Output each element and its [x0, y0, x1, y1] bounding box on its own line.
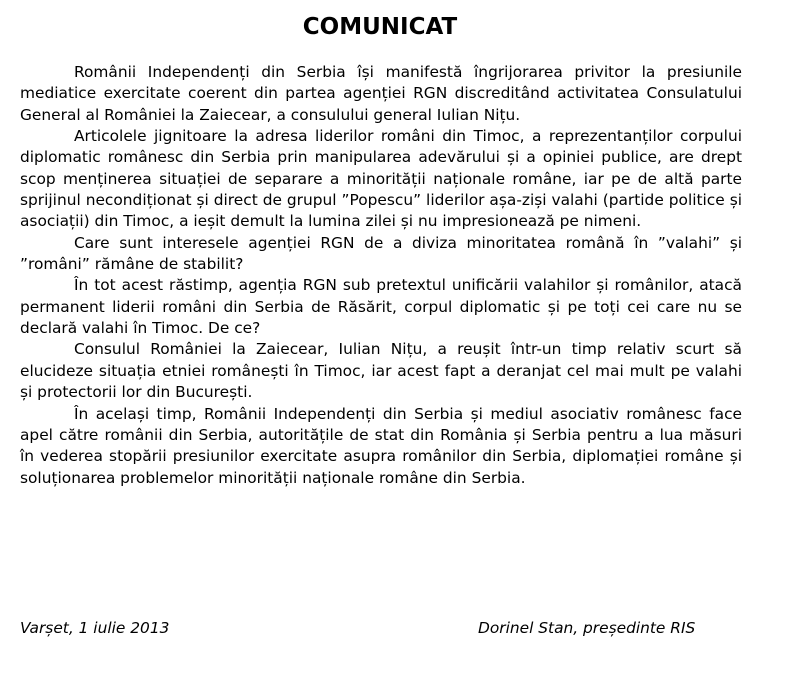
document-body	[20, 62, 742, 489]
signature: Dorinel Stan, președinte RIS	[478, 619, 696, 637]
place-date: Varșet, 1 iulie 2013	[20, 619, 170, 637]
paragraph-2: Articolele jignitoare la adresa liderilor români din Timoc, a reprezentanților corpului diplomatic românesc din Serbia prin manipularea adevărului și a opiniei publice, are drept scop menținerea situației de separare a minorității naționale române, iar pe de altă parte sprijinul necondiționat și direct de grupul ”Popescu” liderilor așa-ziși valahi (partide politice și asociații) din Timoc, a ieșit demult la lumina zilei și nu impresionează pe nimeni.	[20, 127, 742, 231]
document-title: COMUNICAT	[302, 14, 458, 40]
paragraph-5: Consulul României la Zaiecear, Iulian Nițu, a reușit într-un timp relativ scurt să elucideze situația etniei românești în Timoc, iar acest fapt a deranjat cel mai mult pe valahi și protectorii lor din București.	[20, 340, 742, 402]
paragraph-1: Românii Independenți din Serbia își manifestă îngrijorarea privitor la presiunile mediatice exercitate coerent din partea agenției RGN discreditând activitatea Consulatului General al României la Zaiecear, a consulului general Iulian Nițu.	[20, 63, 742, 124]
paragraph-4: În tot acest răstimp, agenția RGN sub pretextul unificării valahilor și românilor, atacă permanent liderii români din Serbia de Răsărit, corpul diplomatic și pe toți cei care nu se declară valahi în Timoc. De ce?	[20, 276, 742, 338]
paragraph-3: Care sunt interesele agenției RGN de a diviza minoritatea română în ”valahi” și ”români” rămâne de stabilit?	[20, 233, 742, 274]
paragraph-6: În același timp, Românii Independenți din Serbia și mediul asociativ românesc face apel către românii din Serbia, autoritățile de stat din România și Serbia pentru a lua măsuri în vederea stopării presiunilor exercitate asupra românilor din Serbia, diplomației române și soluționarea problemelor minorității naționale române din Serbia.	[20, 404, 742, 487]
